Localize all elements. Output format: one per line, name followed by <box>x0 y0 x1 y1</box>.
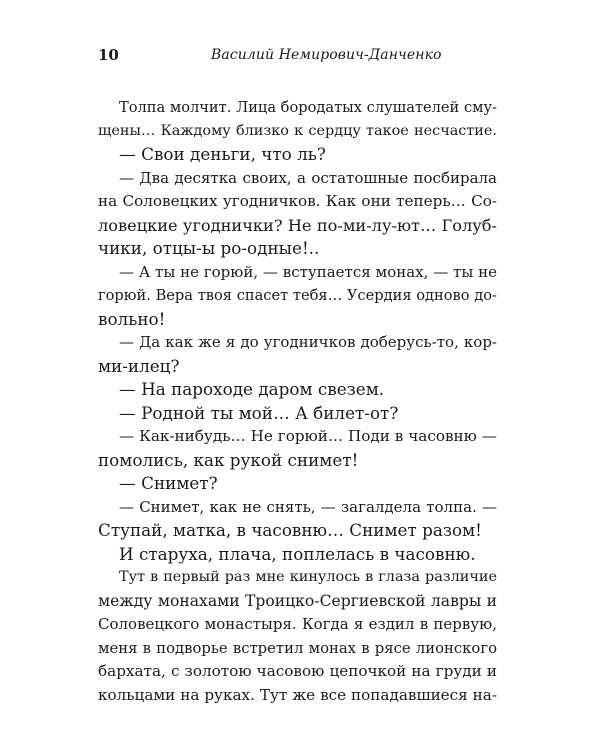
text-line: между монахами Троицко-Сергиевской лавры и <box>98 591 497 610</box>
text-line: вольно! <box>98 308 166 329</box>
running-title: Василий Немирович-Данченко <box>211 47 442 63</box>
text-line: — Два десятка своих, а остатошные посбирала <box>119 168 497 187</box>
text-line: ми-илец? <box>98 355 180 376</box>
text-line: ловецкие угоднички? Не по-ми-лу-ют… Голуб- <box>98 215 497 235</box>
text-line: на Соловецких угодничков. Как они теперь… Со- <box>98 192 497 210</box>
text-line: Ступай, матка, в часовню… Снимет разом! <box>98 520 482 540</box>
text-line: — Снимет, как не снять, — загалдела толпа. — <box>119 497 497 516</box>
text-line: помолись, как рукой снимет! <box>98 449 359 470</box>
text-line: — Да как же я до угодничков доберусь-то, кор- <box>119 333 497 351</box>
text-line: Толпа молчит. Лица бородатых слушателей сму- <box>119 99 497 116</box>
text-line: кольцами на руках. Тут же все попадавшиеся на- <box>98 685 497 704</box>
text-line: — На пароходе даром свезем. <box>119 379 385 399</box>
page-number: 10 <box>98 46 119 64</box>
text-line: щены… Каждому близко к сердцу такое несчастие. <box>98 122 497 139</box>
text-line: — Свои деньги, что ль? <box>119 144 326 164</box>
text-line: — Как-нибудь… Не горюй… Поди в часовню — <box>119 427 497 445</box>
text-line: — А ты не горюй, — вступается монах, — ты не <box>119 262 497 281</box>
text-line: Тут в первый раз мне кинулось в глаза различие <box>119 569 497 585</box>
text-line: горюй. Вера твоя спасет тебя… Усердия одново до- <box>98 287 497 304</box>
text-line: И старуха, плача, поплелась в часовню. <box>119 543 476 564</box>
body-text <box>98 96 497 707</box>
text-line: меня в подворье встретил монах в рясе лионского <box>98 639 497 657</box>
text-line: — Родной ты мой… А билет-от? <box>119 402 399 423</box>
text-line: — Снимет? <box>119 473 218 493</box>
text-line: чики, отцы-ы ро-одные!.. <box>98 238 320 258</box>
text-line: бархата, с золотою часовою цепочкой на груди и <box>98 662 497 680</box>
text-line: Соловецкого монастыря. Когда я ездил в первую, <box>98 615 497 633</box>
